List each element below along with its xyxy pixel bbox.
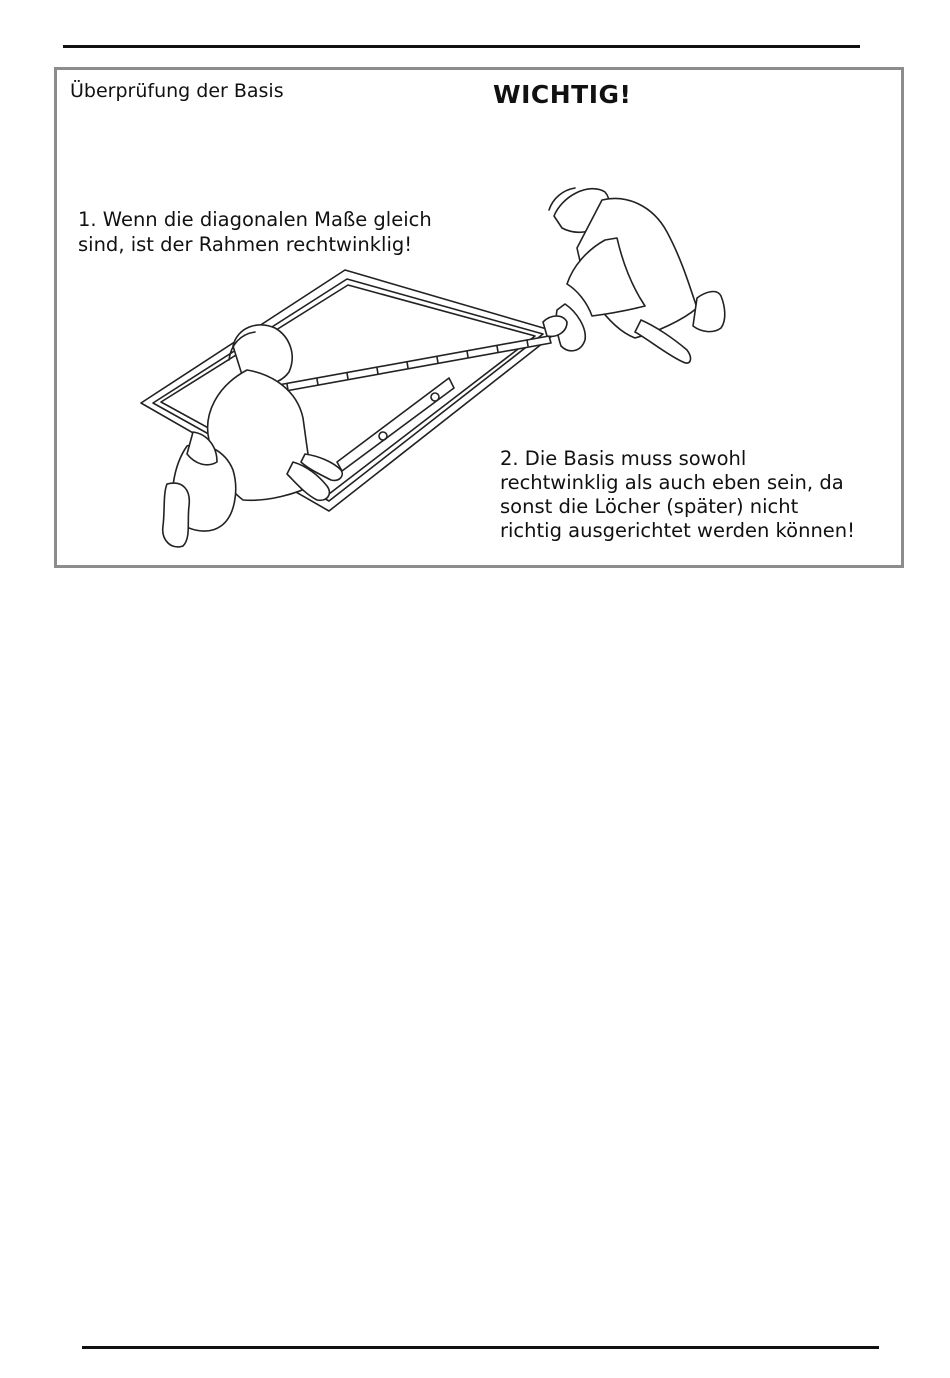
- note-2-line-2: rechtwinklig als auch eben sein, da: [500, 471, 844, 494]
- note-level-base: [500, 447, 900, 543]
- important-heading: WICHTIG!: [493, 80, 632, 109]
- panel-title: Überprüfung der Basis: [70, 80, 284, 102]
- worker-right: [543, 188, 725, 363]
- top-rule: [63, 45, 860, 48]
- tape-measure: [267, 336, 551, 394]
- instruction-panel: [54, 67, 904, 568]
- bottom-rule: [82, 1346, 879, 1349]
- note-2-line-1: 2. Die Basis muss sowohl: [500, 447, 747, 470]
- note-1-line-2: sind, ist der Rahmen rechtwinklig!: [78, 233, 413, 256]
- note-2-line-4: richtig ausgerichtet werden können!: [500, 519, 855, 542]
- note-2-line-3: sonst die Löcher (später) nicht: [500, 495, 799, 518]
- note-diagonal-measure: [78, 207, 478, 257]
- worker-left: [163, 325, 343, 547]
- note-1-line-1: 1. Wenn die diagonalen Maße gleich: [78, 208, 432, 231]
- spirit-level: [337, 378, 454, 471]
